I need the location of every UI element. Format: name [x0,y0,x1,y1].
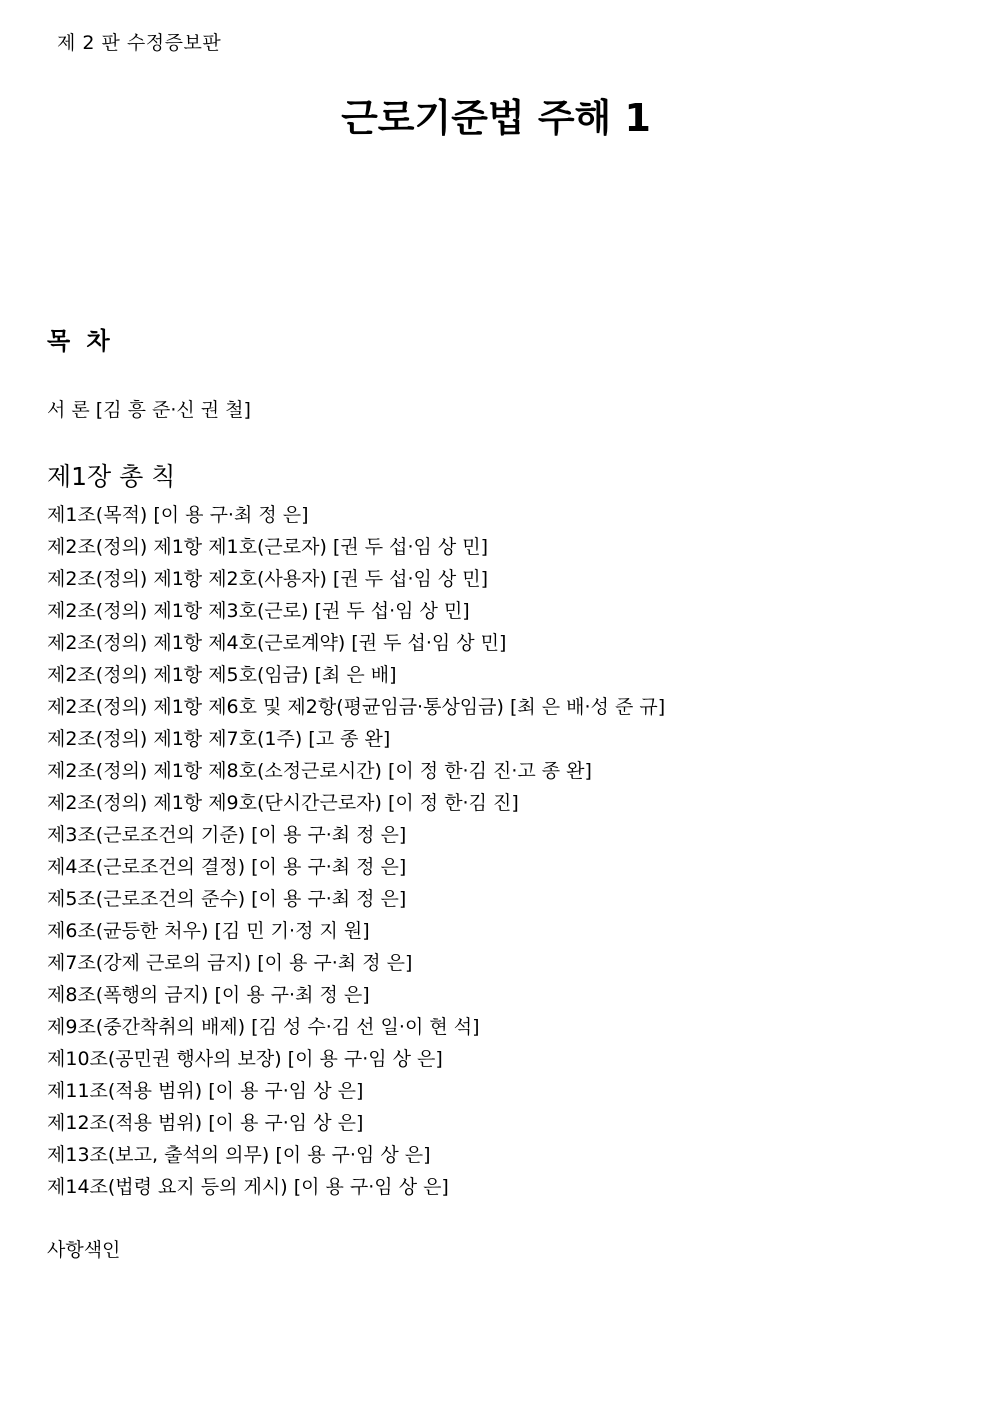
edition-label: 제 2 판 수정증보판 [57,32,222,54]
toc-heading: 목 차 [47,327,114,355]
toc-entry: 제7조(강제 근로의 금지) [이 용 구·최 정 은] [47,952,413,974]
toc-entry: 제2조(정의) 제1항 제5호(임금) [최 은 배] [47,664,397,686]
toc-entry: 제6조(균등한 처우) [김 민 기·정 지 원] [47,920,370,942]
chapter-heading: 제1장 총 칙 [47,462,176,491]
toc-entry: 제2조(정의) 제1항 제9호(단시간근로자) [이 정 한·김 진] [47,792,519,814]
toc-entry: 제14조(법령 요지 등의 게시) [이 용 구·임 상 은] [47,1176,449,1198]
toc-entry: 제2조(정의) 제1항 제7호(1주) [고 종 완] [47,728,391,750]
toc-entry: 제9조(중간착취의 배제) [김 성 수·김 선 일·이 현 석] [47,1016,480,1038]
toc-intro-entry: 서 론 [김 흥 준·신 권 철] [47,399,251,421]
toc-entry: 제11조(적용 범위) [이 용 구·임 상 은] [47,1080,364,1102]
toc-entry: 제10조(공민권 행사의 보장) [이 용 구·임 상 은] [47,1048,443,1070]
toc-entry: 제2조(정의) 제1항 제6호 및 제2항(평균임금·통상임금) [최 은 배·성 준 규] [47,696,666,718]
toc-entry: 제12조(적용 범위) [이 용 구·임 상 은] [47,1112,364,1134]
toc-entry: 제2조(정의) 제1항 제2호(사용자) [권 두 섭·임 상 민] [47,568,489,590]
toc-index-entry: 사항색인 [47,1239,121,1261]
toc-entry: 제4조(근로조건의 결정) [이 용 구·최 정 은] [47,856,407,878]
toc-entry: 제5조(근로조건의 준수) [이 용 구·최 정 은] [47,888,407,910]
toc-entry: 제2조(정의) 제1항 제3호(근로) [권 두 섭·임 상 민] [47,600,470,622]
toc-entry: 제13조(보고, 출석의 의무) [이 용 구·임 상 은] [47,1144,431,1166]
toc-entry: 제1조(목적) [이 용 구·최 정 은] [47,504,309,526]
toc-entry-list [47,499,665,1203]
toc-entry: 제8조(폭행의 금지) [이 용 구·최 정 은] [47,984,370,1006]
toc-entry: 제2조(정의) 제1항 제8호(소정근로시간) [이 정 한·김 진·고 종 완] [47,760,592,782]
toc-entry: 제2조(정의) 제1항 제1호(근로자) [권 두 섭·임 상 민] [47,536,489,558]
toc-entry: 제3조(근로조건의 기준) [이 용 구·최 정 은] [47,824,407,846]
toc-entry: 제2조(정의) 제1항 제4호(근로계약) [권 두 섭·임 상 민] [47,632,507,654]
document-title: 근로기준법 주해 1 [341,96,651,140]
